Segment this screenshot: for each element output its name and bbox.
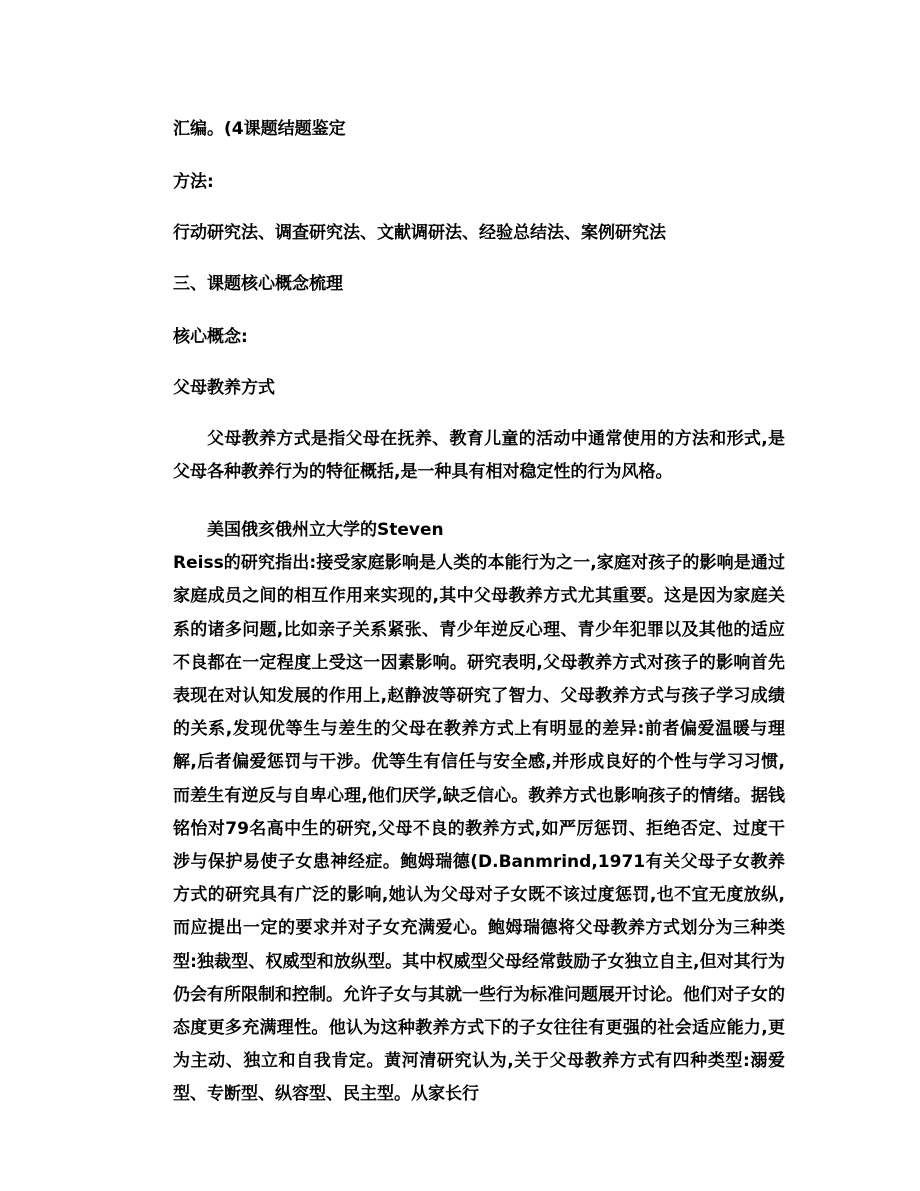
research-paragraph-body: Reiss的研究指出:接受家庭影响是人类的本能行为之一,家庭对孩子的影响是通过家庭成员之间的相互作用来实现的,其中父母教养方式尤其重要。这是因为家庭关系的诸多问题,比如亲子关系紧张、青少年逆反心理、青少年犯罪以及其他的适应不良都在一定程度上受这一因素影响。研究表明,父母教养方式对孩子的影响首先表现在对认知发展的作用上,赵静波等研究了智力、父母教养方式与孩子学习成绩的关系,发现优等生与差生的父母在教养方式上有明显的差异:前者偏爱温暖与理解,后者偏爱惩罚与干涉。优等生有信任与安全感,并形成良好的个性与学习习惯,而差生有逆反与自卑心理,他们厌学,缺乏信心。教养方式也影响孩子的情绪。据钱铭怡对79名高中生的研究,父母不良的教养方式,如严厉惩罚、拒绝否定、过度干涉与保护易使子女患神经症。鲍姆瑞德(D.Banmrind,1971有关父母子女教养方式的研究具有广泛的影响,她认为父母对子女既不该过度惩罚,也不宜无度放纵,而应提出一定的要求并对子女充满爱心。鲍姆瑞德将父母教养方式划分为三种类型:独裁型、权威型和放纵型。其中权威型父母经常鼓励子女独立自主,但对其行为仍会有所限制和控制。允许子女与其就一些行为标准问题展开讨论。他们对子女的态度更多充满理性。他认为这种教养方式下的子女往往有更强的社会适应能力,更为主动、独立和自我肯定。黄河清研究认为,关于父母教养方式有四种类型:溺爱型、专断型、纵容型、民主型。从家长行: [173, 553, 785, 1105]
definition-paragraph: [173, 423, 785, 489]
concept-title: 父母教养方式: [173, 378, 275, 398]
section-heading: 三、课题核心概念梳理: [173, 274, 343, 294]
definition-text: 父母教养方式是指父母在抚养、教育儿童的活动中通常使用的方法和形式,是父母各种教养行为的特征概括,是一种具有相对稳定性的行为风格。: [173, 429, 785, 483]
text-line: 汇编。(4课题结题鉴定: [173, 119, 346, 139]
section-label-methods: 方法:: [173, 172, 214, 192]
research-paragraph: [173, 514, 785, 1112]
methods-list: 行动研究法、调查研究法、文献调研法、经验总结法、案例研究法: [173, 223, 666, 243]
research-paragraph-lead: 美国俄亥俄州立大学的Steven: [207, 520, 444, 540]
subheading-core-concepts: 核心概念:: [173, 327, 248, 347]
